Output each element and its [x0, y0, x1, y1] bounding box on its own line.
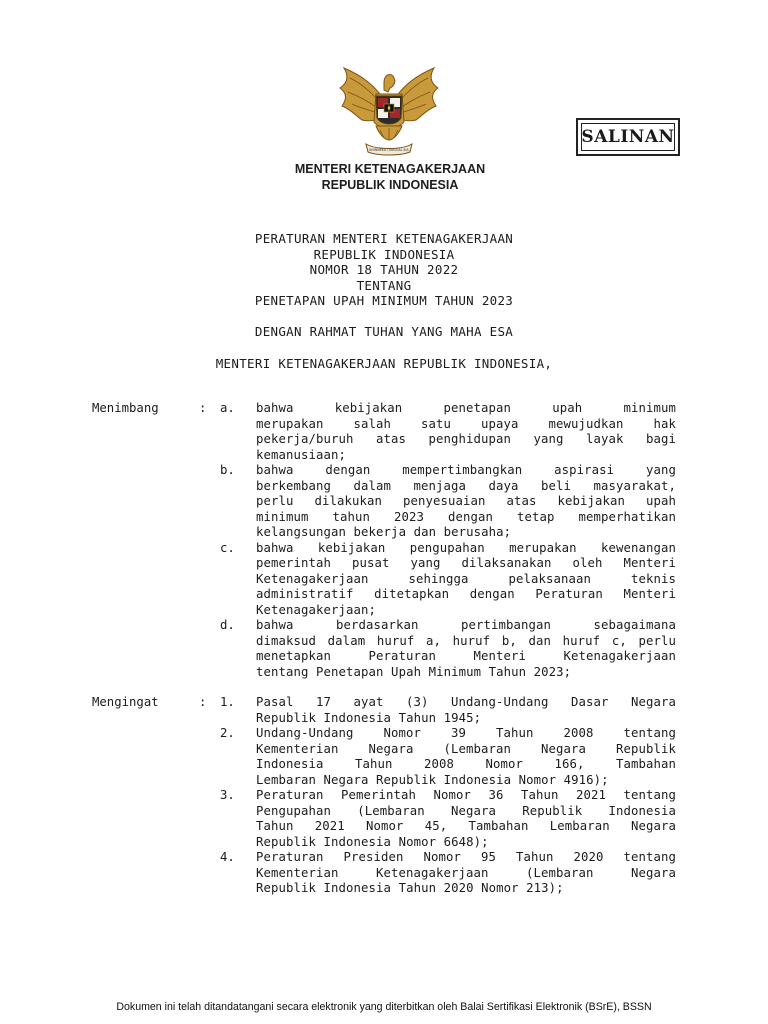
menimbang-c-line5: Ketenagakerjaan; — [256, 602, 377, 617]
menimbang-label: Menimbang — [92, 401, 159, 415]
mengingat-4-line2: Kementerian Ketenagakerjaan (Lembaran Negara — [256, 865, 676, 880]
mengingat-2-line1: Undang-Undang Nomor 39 Tahun 2008 tentang — [256, 726, 676, 740]
mengingat-marker-2: 2. — [220, 726, 235, 740]
menimbang-c-line3: Ketenagakerjaan sehingga pelaksanaan teknis — [256, 571, 676, 586]
menimbang-b-line4: minimum tahun 2023 dengan tetap memperhatikan — [256, 509, 676, 524]
menimbang-d-line1: bahwa berdasarkan pertimbangan sebagaimana — [256, 618, 676, 632]
salinan-stamp: SALINAN — [576, 118, 680, 156]
menimbang-marker-b: b. — [220, 463, 235, 477]
mengingat-3-line4: Republik Indonesia Nomor 6648); — [256, 834, 489, 849]
menimbang-a-line1: bahwa kebijakan penetapan upah minimum — [256, 401, 676, 415]
mengingat-4-line1: Peraturan Presiden Nomor 95 Tahun 2020 tentang — [256, 850, 676, 864]
menimbang-d-line4: tentang Penetapan Upah Minimum Tahun 2023; — [256, 664, 572, 679]
mengingat-2-line3: Indonesia Tahun 2008 Nomor 166, Tambahan — [256, 757, 676, 771]
signatory-line: MENTERI KETENAGAKERJAAN REPUBLIK INDONESIA, — [215, 356, 553, 371]
mengingat-4-line3: Republik Indonesia Tahun 2020 Nomor 213); — [256, 881, 564, 895]
menimbang-d-line3: menetapkan Peraturan Menteri Ketenagakerjaan — [256, 649, 676, 663]
menimbang-a-line2: merupakan salah satu upaya mewujudkan hak — [256, 416, 676, 431]
blessing-line: DENGAN RAHMAT TUHAN YANG MAHA ESA — [254, 324, 514, 339]
menimbang-a-line3: pekerja/buruh atas penghidupan yang layak bagi — [256, 432, 676, 446]
mengingat-1-line1: Pasal 17 ayat (3) Undang-Undang Dasar Negara — [256, 695, 676, 709]
ministry-name-line2: REPUBLIK INDONESIA — [321, 178, 459, 192]
mengingat-3-line3: Tahun 2021 Nomor 45, Tambahan Lembaran Negara — [256, 819, 676, 833]
menimbang-b-line1: bahwa dengan mempertimbangkan aspirasi yang — [256, 463, 676, 477]
mengingat-marker-3: 3. — [220, 788, 235, 802]
esignature-footer-note: Dokumen ini telah ditandatangani secara elektronik yang diterbitkan oleh Balai Sertifikasi Elektronik (BSrE), BSSN — [116, 1001, 652, 1013]
menimbang-colon: : — [199, 401, 207, 415]
menimbang-marker-a: a. — [220, 401, 235, 415]
menimbang-b-line2: berkembang dalam menjaga daya beli masyarakat, — [256, 478, 676, 493]
menimbang-c-line4: administratif ditetapkan dengan Peraturan Menteri — [256, 587, 676, 601]
mengingat-1-line2: Republik Indonesia Tahun 1945; — [256, 710, 482, 725]
menimbang-marker-c: c. — [220, 540, 235, 555]
mengingat-2-line4: Lembaran Negara Republik Indonesia Nomor 4916); — [256, 772, 609, 787]
menimbang-a-line4: kemanusiaan; — [256, 447, 347, 462]
menimbang-d-line2: dimaksud dalam huruf a, huruf b, dan huruf c, perlu — [256, 633, 676, 648]
ministry-name-line1: MENTERI KETENAGAKERJAAN — [294, 162, 486, 176]
mengingat-label: Mengingat — [92, 695, 159, 709]
regulation-number: NOMOR 18 TAHUN 2022 — [309, 262, 459, 277]
emblem-motto: BHINNEKA TUNGGAL IKA — [369, 148, 409, 152]
regulation-tentang: TENTANG — [356, 278, 412, 293]
mengingat-colon: : — [199, 695, 207, 709]
regulation-title-line1: PERATURAN MENTERI KETENAGAKERJAAN — [254, 231, 514, 246]
mengingat-3-line1: Peraturan Pemerintah Nomor 36 Tahun 2021 tentang — [256, 788, 676, 802]
regulation-subject: PENETAPAN UPAH MINIMUM TAHUN 2023 — [254, 293, 514, 308]
mengingat-marker-4: 4. — [220, 850, 235, 864]
mengingat-marker-1: 1. — [220, 695, 235, 709]
menimbang-c-line2: pemerintah pusat yang dilaksanakan oleh Menteri — [256, 556, 676, 570]
regulation-title-line2: REPUBLIK INDONESIA — [313, 247, 455, 262]
menimbang-b-line5: kelangsungan bekerja dan berusaha; — [256, 525, 512, 539]
mengingat-3-line2: Pengupahan (Lembaran Negara Republik Indonesia — [256, 803, 676, 818]
menimbang-b-line3: perlu dilakukan penyesuaian atas kebijakan upah — [256, 494, 676, 508]
mengingat-2-line2: Kementerian Negara (Lembaran Negara Republik — [256, 741, 676, 756]
menimbang-c-line1: bahwa kebijakan pengupahan merupakan kewenangan — [256, 540, 676, 555]
garuda-emblem-icon — [336, 64, 442, 158]
menimbang-marker-d: d. — [220, 618, 235, 632]
